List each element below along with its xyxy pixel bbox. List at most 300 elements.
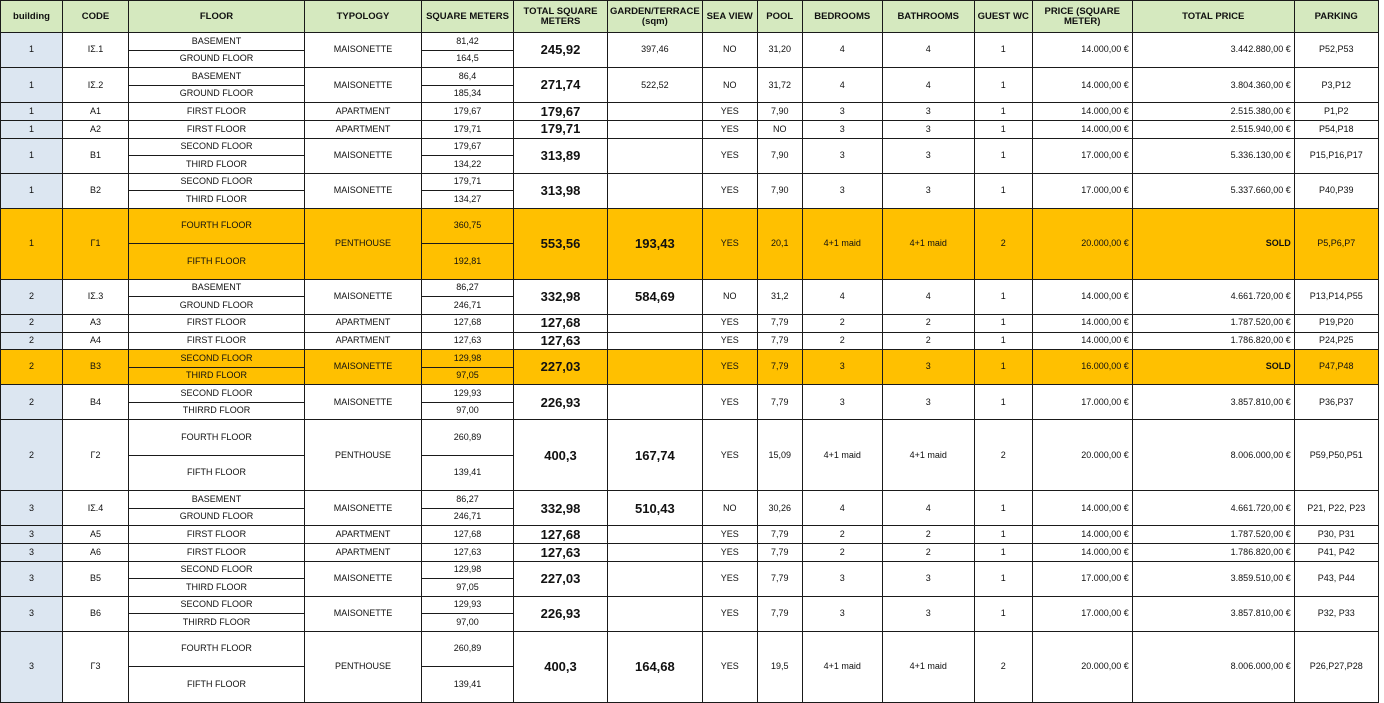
floor-cell: FIFTH FLOOR [129,455,305,490]
bathrooms-cell: 4 [882,279,974,314]
typology-cell: APARTMENT [305,332,422,350]
bathrooms-cell: 3 [882,138,974,173]
sqm-cell: 127,68 [422,314,514,332]
floor-cell: THIRRD FLOOR [129,614,305,632]
guest-wc-cell: 1 [974,279,1032,314]
table-row [1,385,1379,403]
table-row [1,420,1379,455]
building-cell: 2 [1,332,63,350]
total-price-cell: 3.857.810,00 € [1132,385,1294,420]
sea-view-cell: YES [702,332,757,350]
total-price-cell: 2.515.940,00 € [1132,120,1294,138]
bedrooms-cell: 4 [802,491,882,526]
typology-cell: PENTHOUSE [305,208,422,279]
sea-view-cell: YES [702,173,757,208]
header-pool: POOL [757,1,802,33]
total-sqm-cell: 127,63 [514,544,608,562]
total-sqm-cell: 127,68 [514,526,608,544]
pool-cell: 31,72 [757,68,802,103]
bedrooms-cell: 4 [802,33,882,68]
typology-cell: APARTMENT [305,120,422,138]
code-cell: A2 [63,120,129,138]
total-price-cell: 5.336.130,00 € [1132,138,1294,173]
guest-wc-cell: 2 [974,632,1032,703]
bathrooms-cell: 4 [882,68,974,103]
garden-cell [608,120,703,138]
table-row [1,138,1379,156]
typology-cell: MAISONETTE [305,33,422,68]
bathrooms-cell: 3 [882,173,974,208]
price-sqm-cell: 14.000,00 € [1032,314,1132,332]
table-row [1,173,1379,191]
bedrooms-cell: 2 [802,544,882,562]
header-price-per-sqm: PRICE (SQUARE METER) [1032,1,1132,33]
code-cell: ΙΣ.4 [63,491,129,526]
typology-cell: MAISONETTE [305,385,422,420]
floor-cell: GROUND FLOOR [129,508,305,526]
header-building: building [1,1,63,33]
total-sqm-cell: 227,03 [514,561,608,596]
header-code: CODE [63,1,129,33]
code-cell: Γ1 [63,208,129,279]
garden-cell [608,350,703,385]
parking-cell: P19,P20 [1294,314,1378,332]
price-sqm-cell: 16.000,00 € [1032,350,1132,385]
parking-cell: P24,P25 [1294,332,1378,350]
header-floor: FLOOR [129,1,305,33]
floor-cell: THIRRD FLOOR [129,402,305,420]
building-cell: 3 [1,526,63,544]
building-cell: 1 [1,68,63,103]
garden-cell [608,314,703,332]
total-price-cell: 3.859.510,00 € [1132,561,1294,596]
floor-cell: BASEMENT [129,491,305,509]
guest-wc-cell: 1 [974,561,1032,596]
total-price-cell: 8.006.000,00 € [1132,632,1294,703]
parking-cell: P1,P2 [1294,103,1378,121]
typology-cell: MAISONETTE [305,491,422,526]
pool-cell: 31,2 [757,279,802,314]
typology-cell: MAISONETTE [305,173,422,208]
bedrooms-cell: 3 [802,350,882,385]
bathrooms-cell: 4 [882,491,974,526]
parking-cell: P5,P6,P7 [1294,208,1378,279]
building-cell: 2 [1,350,63,385]
floor-cell: THIRD FLOOR [129,191,305,209]
pool-cell: 19,5 [757,632,802,703]
building-cell: 1 [1,120,63,138]
typology-cell: MAISONETTE [305,350,422,385]
guest-wc-cell: 1 [974,332,1032,350]
guest-wc-cell: 1 [974,68,1032,103]
total-price-cell: 1.786.820,00 € [1132,544,1294,562]
total-price-cell: 5.337.660,00 € [1132,173,1294,208]
typology-cell: APARTMENT [305,103,422,121]
price-sqm-cell: 17.000,00 € [1032,596,1132,631]
bedrooms-cell: 3 [802,561,882,596]
table-row [1,561,1379,579]
price-sqm-cell: 20.000,00 € [1032,208,1132,279]
sqm-cell: 97,05 [422,579,514,597]
floor-cell: THIRD FLOOR [129,156,305,174]
table-row [1,596,1379,614]
pool-cell: 7,79 [757,332,802,350]
floor-cell: SECOND FLOOR [129,561,305,579]
table-row [1,68,1379,86]
building-cell: 3 [1,491,63,526]
bathrooms-cell: 4 [882,33,974,68]
sea-view-cell: NO [702,68,757,103]
bedrooms-cell: 2 [802,526,882,544]
guest-wc-cell: 1 [974,526,1032,544]
price-sqm-cell: 17.000,00 € [1032,561,1132,596]
sqm-cell: 192,81 [422,244,514,279]
bedrooms-cell: 3 [802,173,882,208]
sea-view-cell: YES [702,103,757,121]
sea-view-cell: YES [702,120,757,138]
bedrooms-cell: 3 [802,120,882,138]
sqm-cell: 179,67 [422,138,514,156]
typology-cell: PENTHOUSE [305,420,422,491]
pool-cell: 31,20 [757,33,802,68]
building-cell: 3 [1,596,63,631]
table-row [1,491,1379,509]
total-price-cell: 3.804.360,00 € [1132,68,1294,103]
floor-cell: THIRD FLOOR [129,579,305,597]
total-price-cell: 2.515.380,00 € [1132,103,1294,121]
code-cell: B5 [63,561,129,596]
pool-cell: 30,26 [757,491,802,526]
total-sqm-cell: 553,56 [514,208,608,279]
table-row [1,120,1379,138]
table-row [1,33,1379,51]
bedrooms-cell: 4+1 maid [802,208,882,279]
bathrooms-cell: 3 [882,120,974,138]
bedrooms-cell: 4 [802,279,882,314]
guest-wc-cell: 1 [974,103,1032,121]
garden-cell [608,544,703,562]
building-cell: 3 [1,561,63,596]
pool-cell: 7,79 [757,544,802,562]
header-typology: TYPOLOGY [305,1,422,33]
floor-cell: GROUND FLOOR [129,50,305,68]
guest-wc-cell: 1 [974,33,1032,68]
floor-cell: BASEMENT [129,279,305,297]
code-cell: B4 [63,385,129,420]
parking-cell: P15,P16,P17 [1294,138,1378,173]
sqm-cell: 260,89 [422,420,514,455]
price-sqm-cell: 20.000,00 € [1032,632,1132,703]
code-cell: Γ2 [63,420,129,491]
total-sqm-cell: 226,93 [514,385,608,420]
garden-cell: 167,74 [608,420,703,491]
code-cell: A5 [63,526,129,544]
sqm-cell: 139,41 [422,667,514,702]
sea-view-cell: YES [702,350,757,385]
building-cell: 3 [1,632,63,703]
sqm-cell: 86,4 [422,68,514,86]
total-sqm-cell: 271,74 [514,68,608,103]
sea-view-cell: NO [702,491,757,526]
sea-view-cell: NO [702,279,757,314]
sqm-cell: 127,63 [422,544,514,562]
sqm-cell: 260,89 [422,632,514,667]
total-price-cell: 3.442.880,00 € [1132,33,1294,68]
table-row [1,279,1379,297]
sqm-cell: 127,68 [422,526,514,544]
sqm-cell: 134,27 [422,191,514,209]
code-cell: ΙΣ.3 [63,279,129,314]
guest-wc-cell: 2 [974,208,1032,279]
pool-cell: 7,79 [757,561,802,596]
bathrooms-cell: 3 [882,103,974,121]
floor-cell: FIFTH FLOOR [129,244,305,279]
building-cell: 3 [1,544,63,562]
building-cell: 1 [1,138,63,173]
building-cell: 2 [1,279,63,314]
sqm-cell: 246,71 [422,508,514,526]
floor-cell: GROUND FLOOR [129,297,305,315]
garden-cell [608,173,703,208]
header-parking: PARKING [1294,1,1378,33]
table-body [1,33,1379,703]
bathrooms-cell: 2 [882,526,974,544]
total-sqm-cell: 332,98 [514,279,608,314]
total-sqm-cell: 400,3 [514,420,608,491]
bedrooms-cell: 4 [802,68,882,103]
guest-wc-cell: 1 [974,120,1032,138]
building-cell: 1 [1,103,63,121]
total-sqm-cell: 179,71 [514,120,608,138]
parking-cell: P59,P50,P51 [1294,420,1378,491]
floor-cell: FIRST FLOOR [129,332,305,350]
price-sqm-cell: 14.000,00 € [1032,279,1132,314]
pool-cell: 7,79 [757,385,802,420]
parking-cell: P40,P39 [1294,173,1378,208]
floor-cell: FIRST FLOOR [129,120,305,138]
floor-cell: BASEMENT [129,33,305,51]
typology-cell: APARTMENT [305,314,422,332]
floor-cell: SECOND FLOOR [129,138,305,156]
code-cell: Γ3 [63,632,129,703]
garden-cell [608,385,703,420]
garden-cell: 193,43 [608,208,703,279]
code-cell: B1 [63,138,129,173]
floor-cell: GROUND FLOOR [129,85,305,103]
bathrooms-cell: 4+1 maid [882,632,974,703]
floor-cell: BASEMENT [129,68,305,86]
header-bedrooms: BEDROOMS [802,1,882,33]
header-sea-view: SEA VIEW [702,1,757,33]
total-price-cell: 1.787.520,00 € [1132,314,1294,332]
bedrooms-cell: 3 [802,138,882,173]
bedrooms-cell: 2 [802,332,882,350]
header-garden-terrace: GARDEN/TERRACE (sqm) [608,1,703,33]
header-square-meters: SQUARE METERS [422,1,514,33]
typology-cell: APARTMENT [305,544,422,562]
typology-cell: MAISONETTE [305,561,422,596]
guest-wc-cell: 1 [974,173,1032,208]
table-row [1,314,1379,332]
bathrooms-cell: 3 [882,385,974,420]
sqm-cell: 86,27 [422,279,514,297]
building-cell: 2 [1,385,63,420]
price-sqm-cell: 20.000,00 € [1032,420,1132,491]
guest-wc-cell: 1 [974,544,1032,562]
floor-cell: FOURTH FLOOR [129,420,305,455]
sea-view-cell: YES [702,314,757,332]
guest-wc-cell: 1 [974,314,1032,332]
sqm-cell: 139,41 [422,455,514,490]
bathrooms-cell: 4+1 maid [882,208,974,279]
sea-view-cell: YES [702,208,757,279]
sea-view-cell: YES [702,138,757,173]
code-cell: B6 [63,596,129,631]
pool-cell: 7,90 [757,103,802,121]
sqm-cell: 97,00 [422,614,514,632]
table-row [1,526,1379,544]
sqm-cell: 129,98 [422,350,514,368]
guest-wc-cell: 2 [974,420,1032,491]
total-price-cell: 8.006.000,00 € [1132,420,1294,491]
sqm-cell: 179,71 [422,120,514,138]
price-sqm-cell: 14.000,00 € [1032,544,1132,562]
parking-cell: P54,P18 [1294,120,1378,138]
price-sqm-cell: 14.000,00 € [1032,68,1132,103]
sqm-cell: 179,71 [422,173,514,191]
code-cell: A3 [63,314,129,332]
building-cell: 1 [1,208,63,279]
guest-wc-cell: 1 [974,491,1032,526]
parking-cell: P21, P22, P23 [1294,491,1378,526]
sea-view-cell: NO [702,33,757,68]
parking-cell: P13,P14,P55 [1294,279,1378,314]
bedrooms-cell: 2 [802,314,882,332]
code-cell: A1 [63,103,129,121]
bedrooms-cell: 3 [802,596,882,631]
price-sqm-cell: 17.000,00 € [1032,385,1132,420]
price-sqm-cell: 14.000,00 € [1032,120,1132,138]
pool-cell: 20,1 [757,208,802,279]
sqm-cell: 129,93 [422,596,514,614]
pool-cell: 7,79 [757,596,802,631]
garden-cell [608,103,703,121]
parking-cell: P32, P33 [1294,596,1378,631]
total-sqm-cell: 227,03 [514,350,608,385]
floor-cell: FOURTH FLOOR [129,632,305,667]
pool-cell: 7,79 [757,526,802,544]
garden-cell: 522,52 [608,68,703,103]
garden-cell: 584,69 [608,279,703,314]
guest-wc-cell: 1 [974,596,1032,631]
parking-cell: P30, P31 [1294,526,1378,544]
floor-cell: SECOND FLOOR [129,173,305,191]
floor-cell: FIRST FLOOR [129,526,305,544]
code-cell: B2 [63,173,129,208]
parking-cell: P41, P42 [1294,544,1378,562]
sea-view-cell: YES [702,526,757,544]
code-cell: A6 [63,544,129,562]
floor-cell: FIRST FLOOR [129,103,305,121]
total-sqm-cell: 179,67 [514,103,608,121]
floor-cell: FOURTH FLOOR [129,208,305,243]
typology-cell: MAISONETTE [305,68,422,103]
total-price-cell: 4.661.720,00 € [1132,491,1294,526]
pool-cell: NO [757,120,802,138]
sqm-cell: 185,34 [422,85,514,103]
pool-cell: 7,90 [757,138,802,173]
total-price-cell: SOLD [1132,208,1294,279]
floor-cell: THIRD FLOOR [129,367,305,385]
parking-cell: P26,P27,P28 [1294,632,1378,703]
sea-view-cell: YES [702,596,757,631]
total-price-cell: 1.786.820,00 € [1132,332,1294,350]
typology-cell: MAISONETTE [305,279,422,314]
building-cell: 2 [1,314,63,332]
typology-cell: MAISONETTE [305,596,422,631]
table-row [1,544,1379,562]
sqm-cell: 97,00 [422,402,514,420]
total-price-cell: 3.857.810,00 € [1132,596,1294,631]
sqm-cell: 134,22 [422,156,514,174]
sea-view-cell: YES [702,420,757,491]
total-sqm-cell: 127,68 [514,314,608,332]
sqm-cell: 129,98 [422,561,514,579]
sea-view-cell: YES [702,385,757,420]
table-row [1,103,1379,121]
total-sqm-cell: 127,63 [514,332,608,350]
garden-cell [608,138,703,173]
sqm-cell: 127,63 [422,332,514,350]
bedrooms-cell: 4+1 maid [802,420,882,491]
pool-cell: 7,90 [757,173,802,208]
total-price-cell: 1.787.520,00 € [1132,526,1294,544]
floor-cell: SECOND FLOOR [129,385,305,403]
price-sqm-cell: 17.000,00 € [1032,138,1132,173]
bathrooms-cell: 2 [882,544,974,562]
floor-cell: FIRST FLOOR [129,314,305,332]
sqm-cell: 360,75 [422,208,514,243]
floor-cell: SECOND FLOOR [129,350,305,368]
total-price-cell: SOLD [1132,350,1294,385]
garden-cell [608,526,703,544]
table-row [1,632,1379,667]
header-bathrooms: BATHROOMS [882,1,974,33]
floor-cell: SECOND FLOOR [129,596,305,614]
header-total-square-meters: TOTAL SQUARE METERS [514,1,608,33]
parking-cell: P43, P44 [1294,561,1378,596]
code-cell: ΙΣ.1 [63,33,129,68]
parking-cell: P47,P48 [1294,350,1378,385]
typology-cell: PENTHOUSE [305,632,422,703]
garden-cell: 397,46 [608,33,703,68]
guest-wc-cell: 1 [974,350,1032,385]
price-sqm-cell: 14.000,00 € [1032,491,1132,526]
typology-cell: APARTMENT [305,526,422,544]
floor-cell: FIRST FLOOR [129,544,305,562]
header-total-price: TOTAL PRICE [1132,1,1294,33]
price-sqm-cell: 17.000,00 € [1032,173,1132,208]
total-sqm-cell: 332,98 [514,491,608,526]
header-row [1,1,1379,33]
total-sqm-cell: 313,89 [514,138,608,173]
total-sqm-cell: 313,98 [514,173,608,208]
building-cell: 1 [1,33,63,68]
code-cell: B3 [63,350,129,385]
sqm-cell: 86,27 [422,491,514,509]
table-row [1,350,1379,368]
table-row [1,332,1379,350]
